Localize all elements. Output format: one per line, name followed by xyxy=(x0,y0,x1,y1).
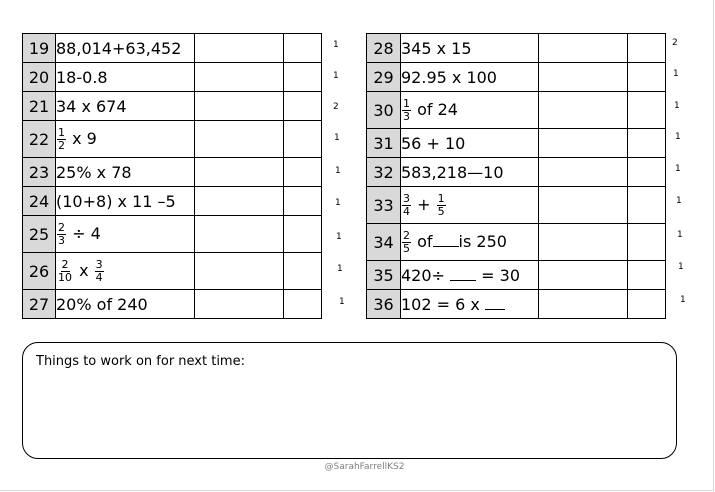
question-row xyxy=(367,129,666,158)
mark-box[interactable] xyxy=(284,63,322,92)
question-row xyxy=(367,224,666,261)
answer-box[interactable] xyxy=(195,253,284,290)
answer-box[interactable] xyxy=(539,290,628,319)
fraction: $\frac{2}{5}$ xyxy=(403,228,410,255)
mark-box[interactable] xyxy=(628,224,666,261)
question-row xyxy=(23,290,322,319)
question-row xyxy=(367,158,666,187)
marks-available: 1 xyxy=(335,166,341,176)
question-number: 30 xyxy=(367,92,401,129)
fraction: $\frac{2}{3}$ xyxy=(58,220,65,247)
question-text: (10+8) x 11 –5 xyxy=(56,187,195,216)
question-number: 24 xyxy=(23,187,56,216)
question-number: 35 xyxy=(367,261,401,290)
question-number: 21 xyxy=(23,92,56,121)
question-text: 420÷ = 30 xyxy=(401,261,539,290)
question-text: 345 x 15 xyxy=(401,34,539,63)
author-credit: @SarahFarrellKS2 xyxy=(324,462,405,472)
question-row xyxy=(367,187,666,224)
answer-box[interactable] xyxy=(539,63,628,92)
right-question-table xyxy=(366,33,666,319)
mark-box[interactable] xyxy=(628,290,666,319)
answer-box[interactable] xyxy=(195,216,284,253)
answer-box[interactable] xyxy=(539,92,628,129)
mark-box[interactable] xyxy=(284,187,322,216)
fraction: $\frac{1}{5}$ xyxy=(437,191,445,218)
answer-box[interactable] xyxy=(195,63,284,92)
question-number: 22 xyxy=(23,121,56,158)
marks-available: 1 xyxy=(333,71,339,81)
fraction: $\frac{3}{4}$ xyxy=(403,191,410,218)
marks-available: 1 xyxy=(675,164,681,174)
question-text: $\frac{2}{5}$ of is 250 xyxy=(401,224,539,261)
marks-available: 1 xyxy=(678,262,684,272)
answer-box[interactable] xyxy=(195,121,284,158)
question-row xyxy=(367,92,666,129)
question-text: 25% x 78 xyxy=(56,158,195,187)
question-number: 29 xyxy=(367,63,401,92)
question-text: 20% of 240 xyxy=(56,290,195,319)
mark-box[interactable] xyxy=(284,253,322,290)
question-row xyxy=(23,34,322,63)
question-row xyxy=(23,253,322,290)
answer-box[interactable] xyxy=(539,261,628,290)
question-row xyxy=(23,216,322,253)
question-row xyxy=(23,63,322,92)
answer-blank xyxy=(485,295,505,310)
mark-box[interactable] xyxy=(628,158,666,187)
answer-box[interactable] xyxy=(539,158,628,187)
question-row xyxy=(23,187,322,216)
answer-box[interactable] xyxy=(539,187,628,224)
question-text: 102 = 6 x xyxy=(401,290,539,319)
question-text: $\frac{3}{4}$ + $\frac{1}{5}$ xyxy=(401,187,539,224)
mark-box[interactable] xyxy=(284,34,322,63)
question-number: 27 xyxy=(23,290,56,319)
notes-box[interactable] xyxy=(22,342,677,459)
fraction: $\frac{1}{2}$ xyxy=(58,125,65,152)
question-text: 92.95 x 100 xyxy=(401,63,539,92)
question-number: 33 xyxy=(367,187,401,224)
marks-available: 1 xyxy=(339,297,345,307)
answer-box[interactable] xyxy=(539,224,628,261)
answer-box[interactable] xyxy=(195,290,284,319)
question-text: 583,218—10 xyxy=(401,158,539,187)
question-row xyxy=(367,63,666,92)
marks-available: 1 xyxy=(675,132,681,142)
marks-available: 1 xyxy=(333,40,339,50)
fraction: $\frac{1}{3}$ xyxy=(403,96,410,123)
marks-available: 1 xyxy=(336,232,342,242)
mark-box[interactable] xyxy=(628,34,666,63)
question-text: $\frac{1}{2}$ x 9 xyxy=(56,121,195,158)
answer-blank xyxy=(433,232,459,247)
answer-box[interactable] xyxy=(539,34,628,63)
question-row xyxy=(367,290,666,319)
question-text: 56 + 10 xyxy=(401,129,539,158)
question-row xyxy=(367,34,666,63)
fraction: $\frac{2}{10}$ xyxy=(58,257,72,284)
marks-available: 1 xyxy=(680,295,686,305)
mark-box[interactable] xyxy=(284,158,322,187)
mark-box[interactable] xyxy=(628,63,666,92)
question-number: 19 xyxy=(23,34,56,63)
marks-available: 1 xyxy=(677,230,683,240)
question-row xyxy=(367,261,666,290)
question-number: 36 xyxy=(367,290,401,319)
marks-available: 1 xyxy=(674,101,680,111)
answer-box[interactable] xyxy=(195,34,284,63)
question-text: 88,014+63,452 xyxy=(56,34,195,63)
mark-box[interactable] xyxy=(628,187,666,224)
mark-box[interactable] xyxy=(284,290,322,319)
mark-box[interactable] xyxy=(628,261,666,290)
question-number: 28 xyxy=(367,34,401,63)
mark-box[interactable] xyxy=(628,129,666,158)
fraction: $\frac{3}{4}$ xyxy=(95,257,103,284)
answer-box[interactable] xyxy=(539,129,628,158)
question-row xyxy=(23,158,322,187)
question-number: 25 xyxy=(23,216,56,253)
marks-available: 1 xyxy=(673,69,679,79)
marks-available: 1 xyxy=(676,196,682,206)
answer-blank xyxy=(450,266,476,281)
question-text: $\frac{1}{3}$ of 24 xyxy=(401,92,539,129)
question-number: 34 xyxy=(367,224,401,261)
question-row xyxy=(23,92,322,121)
marks-available: 1 xyxy=(335,198,341,208)
left-question-table xyxy=(22,33,322,319)
question-number: 23 xyxy=(23,158,56,187)
question-text: $\frac{2}{10}$ x $\frac{3}{4}$ xyxy=(56,253,195,290)
question-text: $\frac{2}{3}$ ÷ 4 xyxy=(56,216,195,253)
question-row xyxy=(23,121,322,158)
question-text: 34 x 674 xyxy=(56,92,195,121)
answer-box[interactable] xyxy=(195,92,284,121)
mark-box[interactable] xyxy=(284,92,322,121)
marks-available: 1 xyxy=(337,264,343,274)
answer-box[interactable] xyxy=(195,158,284,187)
marks-available: 1 xyxy=(334,133,340,143)
answer-box[interactable] xyxy=(195,187,284,216)
mark-box[interactable] xyxy=(284,216,322,253)
question-number: 31 xyxy=(367,129,401,158)
question-text: 18-0.8 xyxy=(56,63,195,92)
question-number: 26 xyxy=(23,253,56,290)
question-number: 32 xyxy=(367,158,401,187)
mark-box[interactable] xyxy=(284,121,322,158)
mark-box[interactable] xyxy=(628,92,666,129)
question-number: 20 xyxy=(23,63,56,92)
marks-available: 2 xyxy=(672,38,678,48)
marks-available: 2 xyxy=(333,102,339,112)
notes-label: Things to work on for next time: xyxy=(36,354,245,369)
